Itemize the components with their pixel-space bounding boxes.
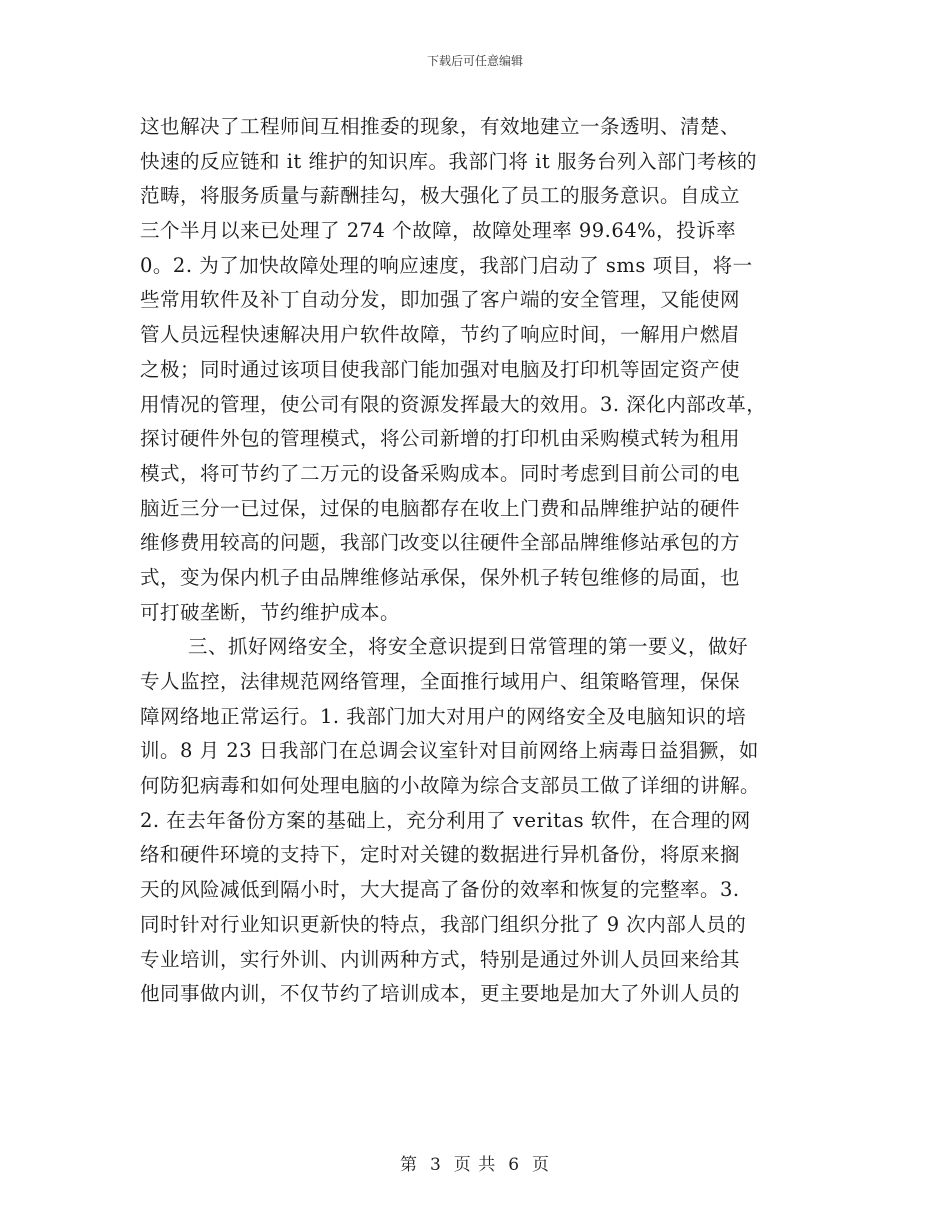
text-line: 同时针对行业知识更新快的特点，我部门组织分批了 9 次内部人员的	[140, 912, 747, 936]
text-line: 天的风险减低到隔小时，大大提高了备份的效率和恢复的完整率。3.	[140, 878, 740, 902]
text-line: 络和硬件环境的支持下，定时对关键的数据进行异机备份，将原来搁	[140, 843, 741, 867]
text-line: 专业培训，实行外训、内训两种方式，特别是通过外训人员回来给其	[140, 947, 741, 971]
text-line: 模式，将可节约了二万元的设备采购成本。同时考虑到目前公司的电	[140, 461, 741, 485]
footer-mid: 页 共	[453, 1155, 497, 1175]
total-pages: 6	[508, 1155, 521, 1175]
text-line: 障网络地正常运行。1. 我部门加大对用户的网络安全及电脑知识的培	[140, 704, 747, 728]
footer-suffix: 页	[532, 1155, 551, 1175]
paragraph-start-line: 三、抓好网络安全，将安全意识提到日常管理的第一要义，做好	[188, 635, 749, 659]
text-line: 范畴，将服务质量与薪酬挂勾，极大强化了员工的服务意识。自成立	[140, 184, 741, 208]
text-line: 式，变为保内机子由品牌维修站承保，保外机子转包维修的局面，也	[140, 565, 741, 589]
text-line: 0。2. 为了加快故障处理的响应速度，我部门启动了 sms 项目，将一	[140, 253, 753, 277]
text-line: 管人员远程快速解决用户软件故障，节约了响应时间，一解用户燃眉	[140, 323, 741, 347]
page-footer	[0, 1150, 950, 1175]
text-line: 探讨硬件外包的管理模式，将公司新增的打印机由采购模式转为租用	[140, 427, 741, 451]
page-number: 3	[429, 1155, 442, 1175]
footer-prefix: 第	[399, 1155, 418, 1175]
text-line: 三个半月以来已处理了 274 个故障，故障处理率 99.64%，投诉率	[140, 219, 737, 243]
text-line: 些常用软件及补丁自动分发，即加强了客户端的安全管理，又能使网	[140, 288, 741, 312]
text-line: 训。8 月 23 日我部门在总调会议室针对目前网络上病毒日益猖獗，如	[140, 739, 759, 763]
text-line: 用情况的管理，使公司有限的资源发挥最大的效用。3. 深化内部改革，	[140, 392, 767, 416]
text-line: 之极；同时通过该项目使我部门能加强对电脑及打印机等固定资产使	[140, 357, 741, 381]
text-line: 脑近三分一已过保，过保的电脑都存在收上门费和品牌维护站的硬件	[140, 496, 741, 520]
text-line: 何防犯病毒和如何处理电脑的小故障为综合支部员工做了详细的讲解。	[140, 774, 761, 798]
body-text	[140, 110, 830, 1012]
text-line: 他同事做内训，不仅节约了培训成本，更主要地是加大了外训人员的	[140, 982, 741, 1006]
text-line: 专人监控，法律规范网络管理，全面推行域用户、组策略管理，保保	[140, 670, 741, 693]
text-line: 快速的反应链和 it 维护的知识库。我部门将 it 服务台列入部门考核的	[140, 149, 757, 173]
page-header: 下载后可任意编辑	[426, 54, 523, 68]
text-line: 可打破垄断，节约维护成本。	[140, 600, 401, 624]
text-line: 这也解决了工程师间互相推委的现象，有效地建立一条透明、清楚、	[140, 115, 741, 138]
text-line: 2. 在去年备份方案的基础上，充分利用了 veritas 软件，在合理的网	[140, 808, 751, 832]
text-line: 维修费用较高的问题，我部门改变以往硬件全部品牌维修站承包的方	[140, 531, 741, 555]
